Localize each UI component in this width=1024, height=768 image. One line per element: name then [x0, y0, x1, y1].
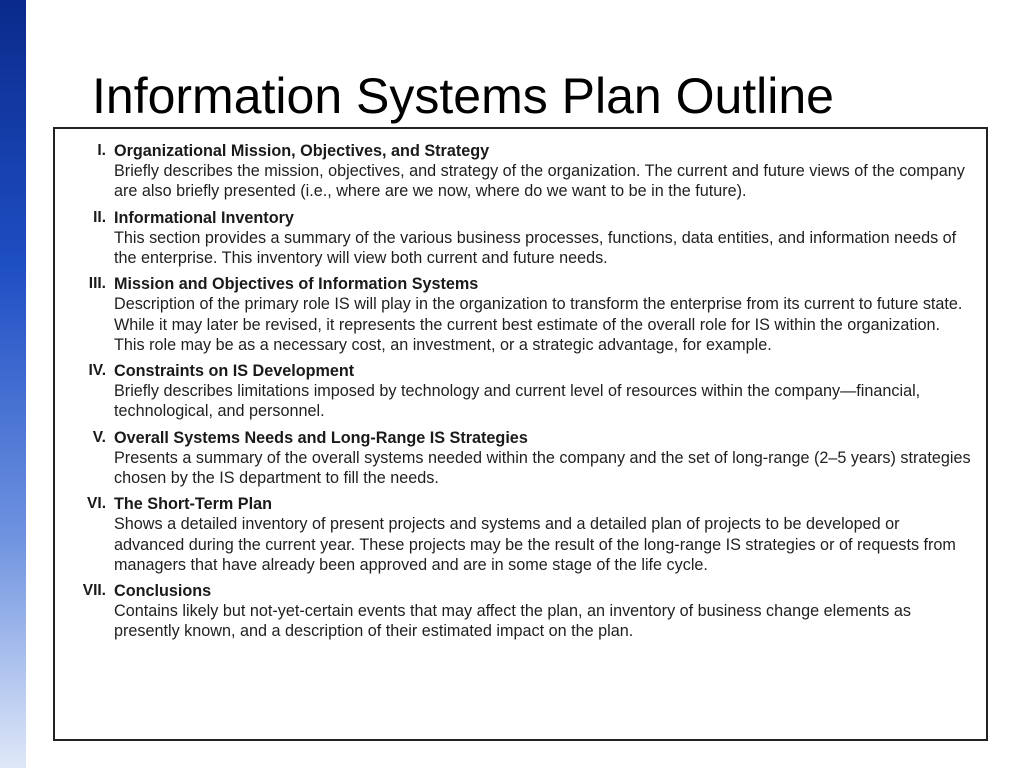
outline-heading: Informational Inventory	[114, 208, 294, 227]
outline-item-3	[55, 274, 986, 355]
outline-numeral: VI.	[87, 495, 106, 513]
outline-item-2	[55, 208, 986, 269]
outline-numeral: III.	[88, 275, 106, 293]
outline-numeral: II.	[93, 208, 106, 226]
outline-box	[53, 127, 988, 741]
outline-item-5	[55, 428, 986, 489]
outline-numeral: IV.	[88, 362, 106, 380]
outline-description: Contains likely but not-yet-certain events that may affect the plan, an inventory of business change elements as presently known, and a description of their estimated impact on the plan.	[114, 602, 911, 641]
outline-description: Presents a summary of the overall systems needed within the company and the set of long-range (2–5 years) strategies chosen by the IS department to fill the needs.	[114, 448, 971, 488]
decorative-side-bar	[0, 0, 26, 768]
outline-heading: The Short-Term Plan	[114, 495, 272, 514]
slide-title: Information Systems Plan Outline	[92, 68, 834, 124]
outline-description: Briefly describes limitations imposed by technology and current level of resources within the company—financial, technological, and personnel.	[114, 382, 921, 421]
outline-item-1	[55, 141, 986, 202]
outline-heading: Constraints on IS Development	[114, 362, 355, 381]
outline-item-4	[55, 361, 986, 422]
outline-item-6	[55, 494, 986, 575]
outline-heading: Conclusions	[114, 582, 212, 601]
outline-description: Shows a detailed inventory of present projects and systems and a detailed plan of projects to be developed or advanced during the current year. These projects may be the result of the long-range IS strategies or of requests from managers that have already been approved and are in some stage of the life cycle.	[114, 515, 956, 574]
outline-list	[55, 141, 986, 648]
outline-heading: Mission and Objectives of Information Systems	[114, 275, 479, 294]
outline-description: Briefly describes the mission, objectives, and strategy of the organization. The current and future views of the company are also briefly presented (i.e., where are we now, where do we want to be in the future).	[114, 162, 965, 201]
outline-item-7	[55, 581, 986, 642]
outline-description: This section provides a summary of the various business processes, functions, data entities, and information needs of the enterprise. This inventory will view both current and future needs.	[114, 228, 957, 268]
outline-numeral: I.	[97, 142, 106, 159]
outline-heading: Organizational Mission, Objectives, and Strategy	[114, 142, 490, 160]
outline-description: Description of the primary role IS will play in the organization to transform the enterprise from its current to future state. While it may later be revised, it represents the current best estimate of the overall role for IS within the organization. This role may be as a necessary cost, an investment, or a strategic advantage, for example.	[114, 295, 963, 354]
outline-numeral: VII.	[82, 582, 106, 600]
outline-heading: Overall Systems Needs and Long-Range IS Strategies	[114, 428, 528, 447]
outline-numeral: V.	[92, 428, 106, 446]
